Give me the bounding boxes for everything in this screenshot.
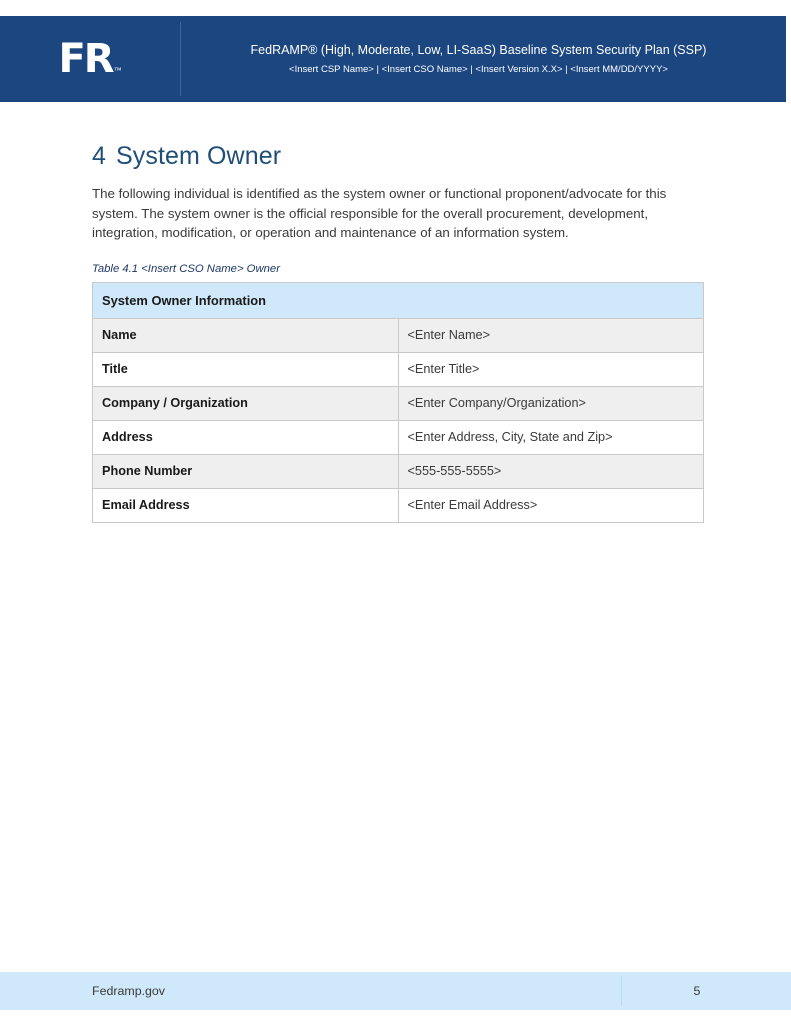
row-label-phone: Phone Number: [93, 454, 399, 488]
table-header-cell: System Owner Information: [93, 282, 704, 318]
row-value-company[interactable]: <Enter Company/Organization>: [398, 386, 704, 420]
system-owner-table: [92, 282, 704, 523]
fedramp-logo: [0, 16, 180, 102]
table-header-row: [93, 282, 704, 318]
row-label-title: Title: [93, 352, 399, 386]
row-value-phone[interactable]: <555-555-5555>: [398, 454, 704, 488]
row-label-email: Email Address: [93, 488, 399, 522]
header-document-subtitle: <Insert CSP Name> | <Insert CSO Name> | <Insert Version X.X> | <Insert MM/DD/YYYY>: [289, 63, 668, 75]
document-footer: [0, 972, 791, 1010]
row-value-name[interactable]: <Enter Name>: [398, 318, 704, 352]
table-row: [93, 352, 704, 386]
section-title: System Owner: [116, 142, 282, 170]
page-title: [92, 140, 706, 172]
footer-inner: [0, 972, 791, 1010]
row-value-email[interactable]: <Enter Email Address>: [398, 488, 704, 522]
row-value-address[interactable]: <Enter Address, City, State and Zip>: [398, 420, 704, 454]
section-paragraph: The following individual is identified as the system owner or functional proponent/advocate for this system. The system owner is the official responsible for the overall procurement, development, integration, modification, or operation and maintenance of an information system.: [92, 186, 667, 240]
row-label-company: Company / Organization: [93, 386, 399, 420]
header-document-title: FedRAMP® (High, Moderate, Low, LI-SaaS) Baseline System Security Plan (SSP): [250, 42, 707, 57]
fr-logo-letters: FR: [58, 36, 113, 82]
trademark-icon: ™: [113, 66, 122, 75]
table-row: [93, 420, 704, 454]
row-label-address: Address: [93, 420, 399, 454]
row-label-name: Name: [93, 318, 399, 352]
table-row: [93, 488, 704, 522]
document-header: [0, 16, 786, 102]
table-row: [93, 318, 704, 352]
section-number: 4: [92, 142, 107, 170]
header-text-block: [181, 41, 786, 78]
table-body: [93, 318, 704, 522]
footer-vertical-divider: [621, 976, 622, 1006]
footer-page-number: 5: [693, 984, 701, 998]
table-caption: Table 4.1 <Insert CSO Name> Owner: [92, 262, 280, 275]
table-row: [93, 386, 704, 420]
page-content: [92, 140, 706, 523]
table-row: [93, 454, 704, 488]
row-value-title[interactable]: <Enter Title>: [398, 352, 704, 386]
fr-logo-mark: [58, 36, 122, 82]
footer-site-link[interactable]: Fedramp.gov: [92, 984, 166, 998]
